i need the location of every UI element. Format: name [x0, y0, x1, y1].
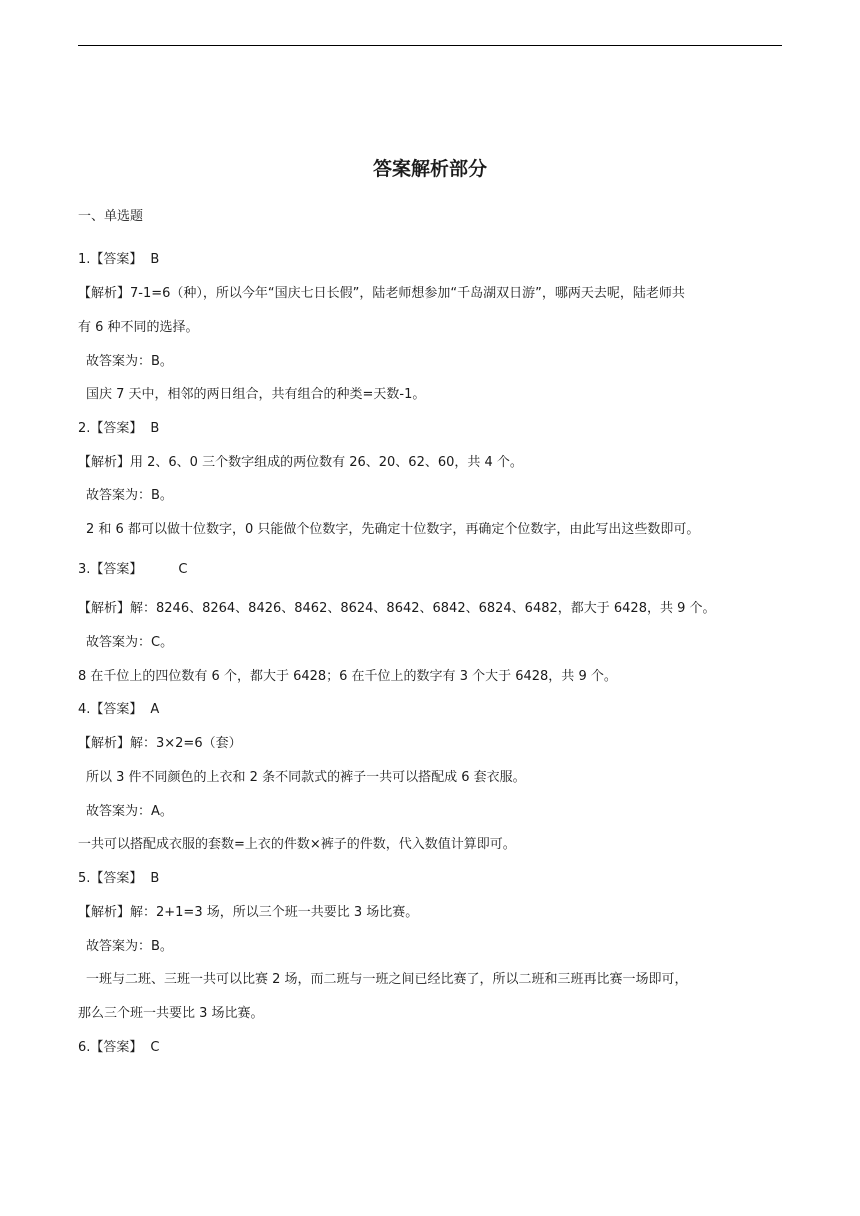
q1-analysis-line-1: 【解析】7-1=6（种），所以今年“国庆七日长假”，陆老师想参加“千岛湖双日游”，哪两天去呢，陆老师共	[78, 286, 685, 301]
q2-conclusion: 故答案为：B。	[86, 488, 173, 503]
q5-comment-line-2: 那么三个班一共要比 3 场比赛。	[78, 1006, 264, 1021]
q1-analysis-line-2: 有 6 种不同的选择。	[78, 320, 199, 335]
q2-answer	[78, 419, 790, 439]
q5-answer-value: B	[150, 871, 160, 886]
q5-answer	[78, 869, 790, 889]
q1-answer-label: 1.【答案】	[78, 252, 143, 267]
q2-answer-label: 2.【答案】	[78, 421, 143, 436]
q5-comment-line-1: 一班与二班、三班一共可以比赛 2 场，而二班与一班之间已经比赛了，所以二班和三班再比赛一场即可，	[86, 972, 688, 987]
q1-answer-value: B	[150, 252, 160, 267]
q2-comment: 2 和 6 都可以做十位数字，0 只能做个位数字，先确定十位数字，再确定个位数字，由此写出这些数即可。	[86, 522, 700, 537]
section-heading: 一、单选题	[78, 209, 144, 224]
q6-answer	[78, 1038, 790, 1058]
q6-answer-label: 6.【答案】	[78, 1040, 143, 1055]
header-rule	[78, 45, 782, 46]
q4-answer	[78, 700, 790, 720]
q5-analysis: 【解析】解：2+1=3 场，所以三个班一共要比 3 场比赛。	[78, 905, 419, 920]
q3-analysis: 【解析】解：8246、8264、8426、8462、8624、8642、6842、6824、6482，都大于 6428，共 9 个。	[78, 601, 716, 616]
q1-comment: 国庆 7 天中，相邻的两日组合，共有组合的种类=天数-1。	[86, 387, 426, 402]
q4-answer-label: 4.【答案】	[78, 702, 143, 717]
q1-conclusion: 故答案为：B。	[86, 354, 173, 369]
q3-answer-label: 3.【答案】	[78, 562, 143, 577]
q5-answer-label: 5.【答案】	[78, 871, 143, 886]
q2-analysis: 【解析】用 2、6、0 三个数字组成的两位数有 26、20、62、60，共 4 个。	[78, 455, 523, 470]
q4-answer-value: A	[150, 702, 160, 717]
q2-answer-value: B	[150, 421, 160, 436]
q5-conclusion: 故答案为：B。	[86, 939, 173, 954]
q3-answer	[78, 560, 790, 580]
q1-answer	[78, 250, 790, 270]
q3-conclusion: 故答案为：C。	[86, 635, 174, 650]
q4-comment: 一共可以搭配成衣服的套数=上衣的件数×裤子的件数，代入数值计算即可。	[78, 837, 516, 852]
page-title: 答案解析部分	[372, 158, 487, 180]
q4-conclusion: 故答案为：A。	[86, 804, 173, 819]
q6-answer-value: C	[150, 1040, 160, 1055]
q4-analysis: 【解析】解：3×2=6（套）	[78, 736, 242, 751]
q3-answer-value: C	[178, 562, 188, 577]
q3-comment: 8 在千位上的四位数有 6 个，都大于 6428；6 在千位上的数字有 3 个大于 6428，共 9 个。	[78, 669, 617, 684]
q4-analysis-line-2: 所以 3 件不同颜色的上衣和 2 条不同款式的裤子一共可以搭配成 6 套衣服。	[86, 770, 526, 785]
